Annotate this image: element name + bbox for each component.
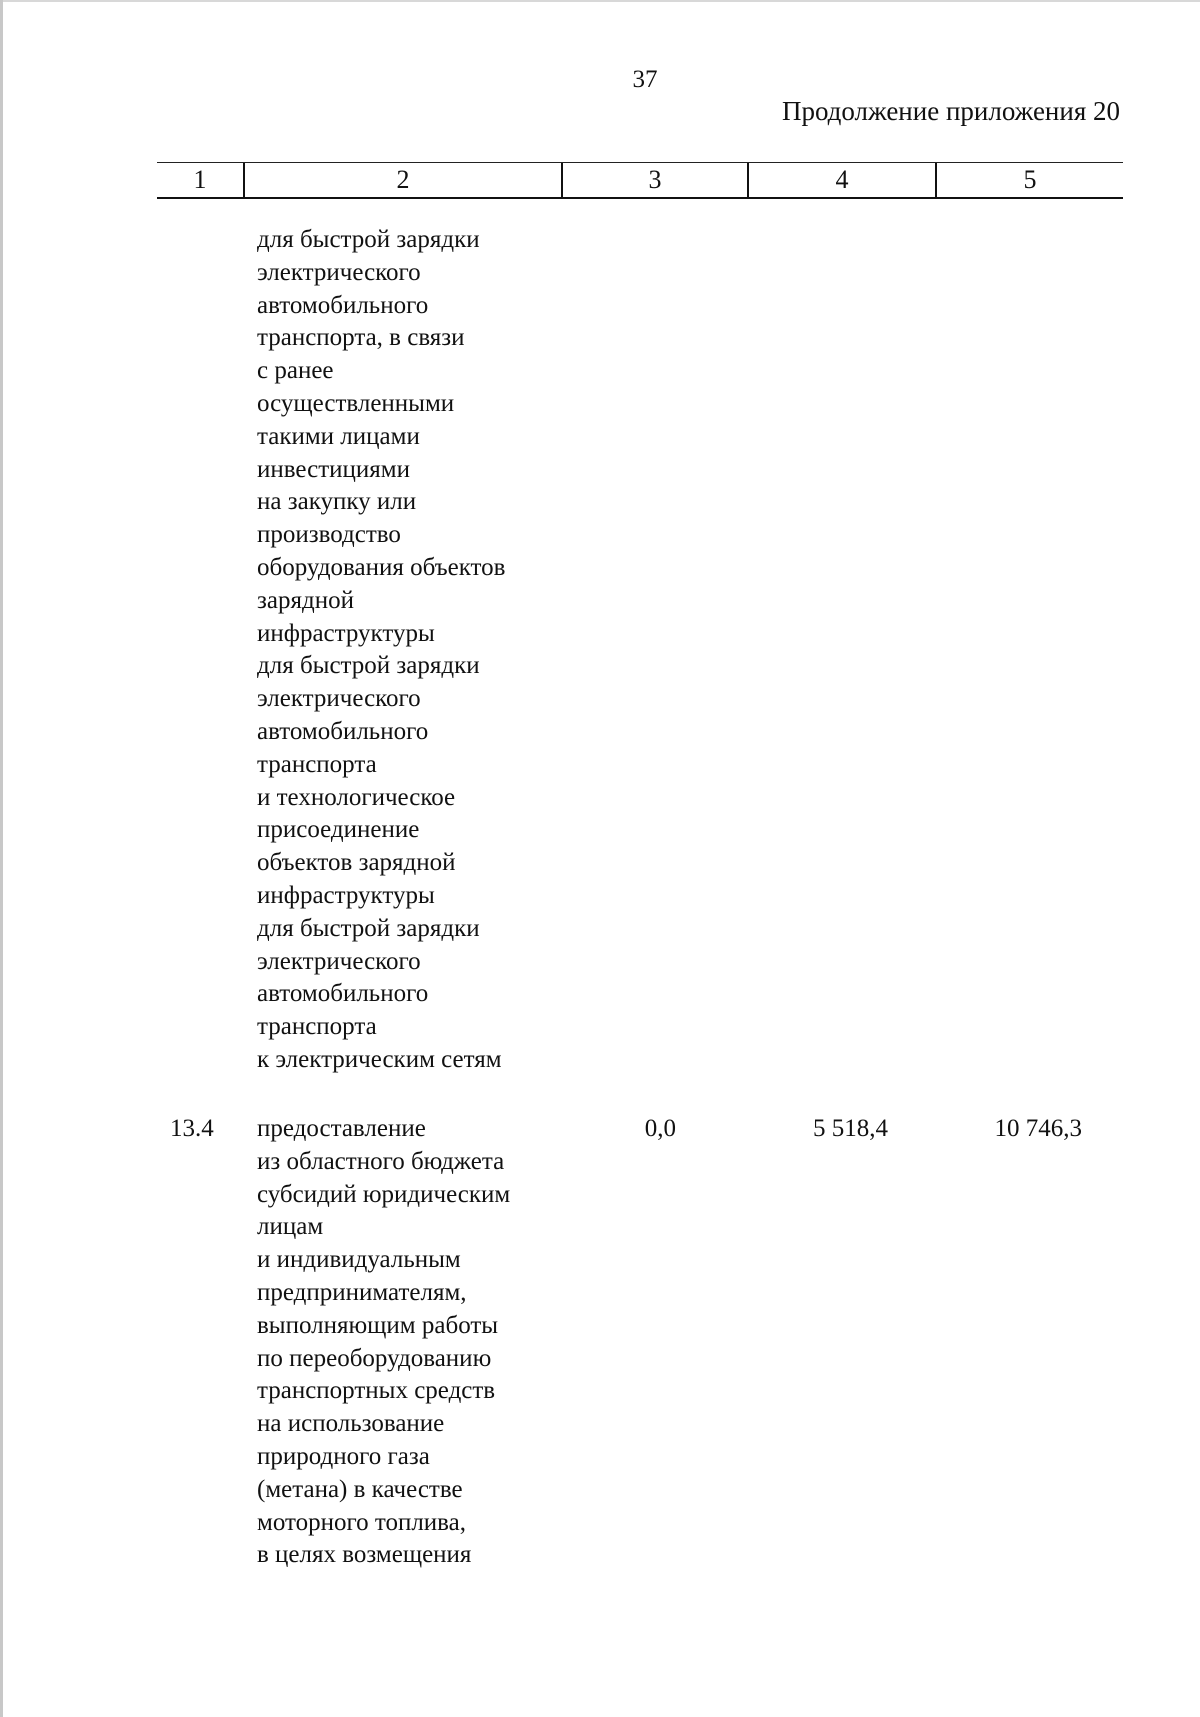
column-number-3: 3 [561,163,747,197]
column-number-4: 4 [747,163,935,197]
appendix-continuation-note: Продолжение приложения 20 [781,96,1120,126]
row-value-col5: 10 746,3 [994,1115,1082,1142]
row-value-col4: 5 518,4 [813,1115,888,1142]
page-edge [0,0,3,1717]
column-number-1: 1 [193,165,207,194]
column-number-2: 2 [243,163,561,197]
page-number: 37 [632,66,658,93]
column-number-5: 5 [935,163,1123,197]
row-number: 13.4 [170,1115,214,1142]
table-column-header [157,162,1123,199]
page-edge [0,0,1200,2]
row-description: предоставление из областного бюджета субсидий юридическим лицам и индивидуальным предпринимателям, выполняющим работы по переоборудованию транспортных средств на использование природного газа (метана) в качестве моторного топлива, в целях возмещения [257,1115,511,1569]
row-value-col3: 0,0 [644,1115,676,1142]
continued-row-description: для быстрой зарядки электрического автомобильного транспорта, в связи с ранее осуществленными такими лицами инвестициями на закупку или производство оборудования объектов зарядной инфраструктуры для быстрой зарядки электрического автомобильного транспорта и технологическое присоединение объектов зарядной инфраструктуры для быстрой зарядки электрического автомобильного транспорта к электрическим сетям [257,226,506,1073]
